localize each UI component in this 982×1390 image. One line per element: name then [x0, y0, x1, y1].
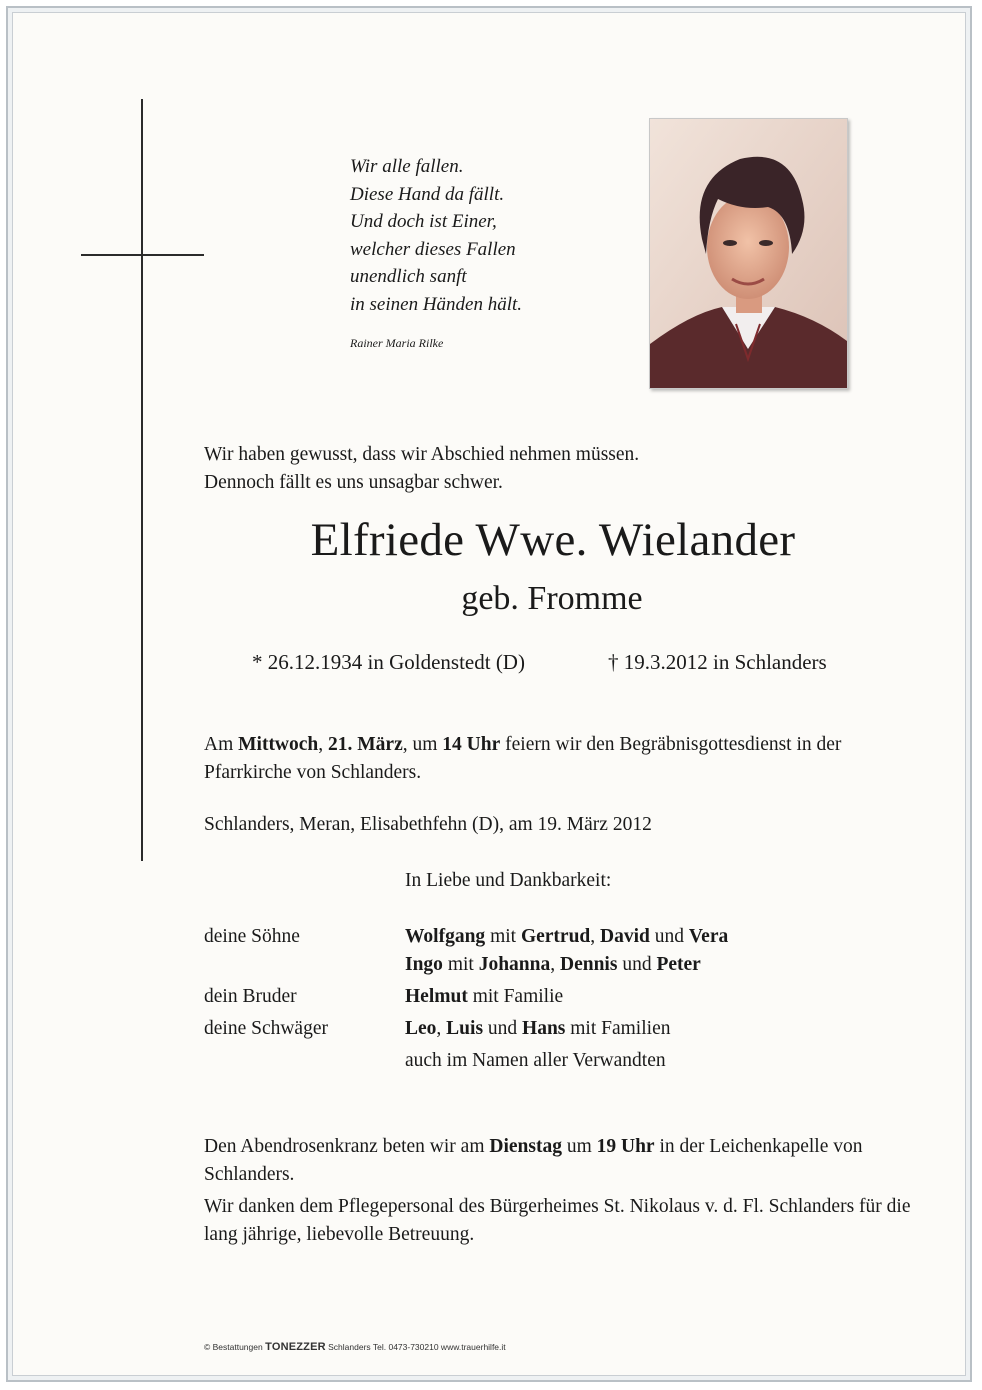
- text-run: und: [483, 1018, 523, 1039]
- footer-contact: Schlanders Tel. 0473-730210 www.trauerhilfe.it: [325, 1342, 506, 1352]
- text-run: Am: [204, 734, 239, 755]
- text-run: ,: [436, 1018, 447, 1039]
- footer-prefix: © Bestattungen: [204, 1342, 266, 1352]
- funeral-time: 14 Uhr: [442, 734, 501, 755]
- intro-line: Dennoch fällt es uns unsagbar schwer.: [204, 472, 503, 493]
- relatives-inlaws: [405, 1018, 670, 1040]
- poem-line: unendlich sanft: [350, 266, 467, 287]
- text-run: , um: [402, 734, 443, 755]
- thanks-text: Wir danken dem Pflegepersonal des Bürgerheimes St. Nikolaus v. d. Fl. Schlanders für die lang jährige, liebevolle Betreuung.: [204, 1196, 911, 1245]
- text-run: um: [561, 1136, 597, 1157]
- rosary-day: Dienstag: [489, 1136, 562, 1157]
- relative-name: Luis: [446, 1018, 484, 1039]
- relative-name: Dennis: [560, 954, 618, 975]
- relation-label-inlaws: deine Schwäger: [204, 1018, 328, 1039]
- poem-line: Diese Hand da fällt.: [350, 183, 505, 205]
- footer-credits: [204, 1341, 506, 1353]
- poem: [350, 153, 522, 318]
- poem-line: in seinen Händen hält.: [350, 293, 523, 315]
- text-run: mit Familien: [565, 1018, 671, 1039]
- relative-name: Hans: [522, 1018, 566, 1039]
- relative-name: David: [600, 926, 650, 947]
- text-run: mit: [485, 926, 521, 947]
- funeral-date: 21. März: [328, 734, 403, 755]
- text-run: mit Familie: [467, 986, 564, 1007]
- intro-line: Wir haben gewusst, dass wir Abschied nehmen müssen.: [204, 444, 640, 465]
- rosary-announcement: [204, 1133, 924, 1189]
- maiden-name: geb. Fromme: [461, 580, 643, 617]
- deceased-name-row: [0, 513, 982, 567]
- text-run: Den Abendrosenkranz beten wir am: [204, 1136, 490, 1157]
- poem-line: Und doch ist Einer,: [350, 211, 497, 232]
- text-run: und: [649, 926, 689, 947]
- relative-name: Johanna: [478, 954, 551, 975]
- text-run: feiern wir den Begräbnisgottesdienst in der Pfarrkirche von Schlanders.: [204, 734, 842, 783]
- text-run: und: [617, 954, 657, 975]
- relative-name: Ingo: [405, 954, 443, 975]
- poem-line: welcher dieses Fallen: [350, 238, 516, 260]
- cross-horizontal-bar: [81, 254, 204, 256]
- relative-name: Helmut: [405, 986, 468, 1007]
- birth-info: * 26.12.1934 in Goldenstedt (D): [252, 650, 525, 674]
- death-info: † 19.3.2012 in Schlanders: [608, 650, 827, 674]
- funeral-day: Mittwoch: [238, 734, 319, 755]
- relatives-brother: [405, 986, 563, 1008]
- text-run: ,: [318, 734, 329, 755]
- text-run: in der Leichenkapelle von Schlanders.: [204, 1136, 863, 1185]
- poem-line: Wir alle fallen.: [350, 156, 464, 177]
- relatives-sons-line-1: [405, 926, 728, 948]
- rosary-time: 19 Uhr: [596, 1136, 655, 1157]
- text-run: ,: [590, 926, 601, 947]
- relative-name: Wolfgang: [405, 926, 486, 947]
- relative-name: Vera: [688, 926, 729, 947]
- portrait-photo: [649, 118, 848, 389]
- relatives-sons-line-2: [405, 954, 701, 976]
- relatives-all: auch im Namen aller Verwandten: [405, 1050, 666, 1071]
- text-run: mit: [442, 954, 479, 975]
- funeral-announcement: [204, 731, 914, 787]
- place-date: Schlanders, Meran, Elisabethfehn (D), am 19. März 2012: [204, 814, 652, 835]
- relative-name: Leo: [405, 1018, 437, 1039]
- relative-name: Gertrud: [520, 926, 591, 947]
- closing-phrase: In Liebe und Dankbarkeit:: [405, 870, 612, 891]
- poem-author: Rainer Maria Rilke: [350, 336, 444, 350]
- maiden-name-row: [0, 580, 982, 618]
- footer-brand: TONEZZER: [265, 1341, 326, 1353]
- intro-text: [204, 441, 639, 497]
- text-run: ,: [550, 954, 560, 975]
- relation-label-sons: deine Söhne: [204, 926, 300, 947]
- cross-vertical-bar: [141, 99, 143, 861]
- relative-name: Peter: [656, 954, 701, 975]
- deceased-name: Elfriede Wwe. Wielander: [310, 514, 796, 566]
- relation-label-brother: dein Bruder: [204, 986, 297, 1007]
